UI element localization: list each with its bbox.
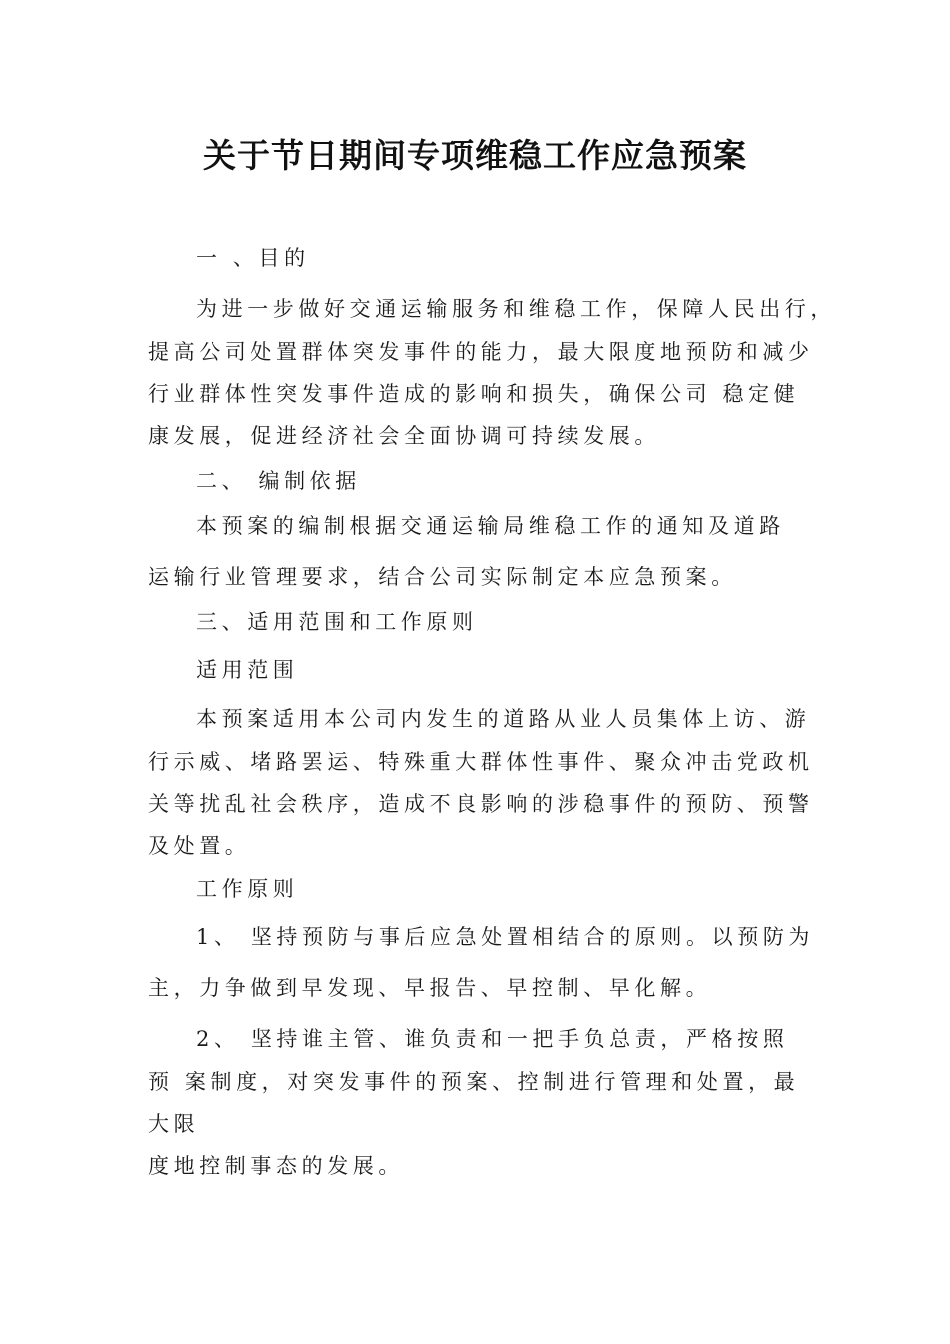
paragraph-line: 预 案制度，对突发事件的预案、控制进行管理和处置，最 bbox=[148, 1070, 800, 1094]
paragraph-line: 度地控制事态的发展。 bbox=[148, 1154, 404, 1178]
paragraph-line: 关等扰乱社会秩序，造成不良影响的涉稳事件的预防、预警 bbox=[148, 792, 814, 816]
paragraph-line: 本预案的编制根据交通运输局维稳工作的通知及道路 bbox=[196, 514, 785, 538]
paragraph-line: 行示威、堵路罢运、特殊重大群体性事件、聚众冲击党政机 bbox=[148, 750, 814, 774]
paragraph-line: 行业群体性突发事件造成的影响和损失，确保公司 稳定健 bbox=[148, 382, 800, 406]
paragraph-line: 运输行业管理要求，结合公司实际制定本应急预案。 bbox=[148, 565, 737, 589]
section-heading-scope: 三、适用范围和工作原则 bbox=[196, 610, 478, 634]
subheading-scope: 适用范围 bbox=[196, 658, 299, 682]
paragraph-line: 本预案适用本公司内发生的道路从业人员集体上访、游 bbox=[196, 707, 811, 731]
section-heading-basis: 二、 编制依据 bbox=[196, 469, 361, 493]
subheading-principles: 工作原则 bbox=[196, 877, 299, 901]
document-title: 关于节日期间专项维稳工作应急预案 bbox=[203, 136, 747, 175]
section-heading-purpose: 一 、目的 bbox=[196, 246, 310, 270]
paragraph-line: 康发展，促进经济社会全面协调可持续发展。 bbox=[148, 424, 660, 448]
paragraph-line: 1、 坚持预防与事后应急处置相结合的原则。以预防为 bbox=[196, 925, 815, 949]
paragraph-line: 大限 bbox=[148, 1112, 200, 1136]
paragraph-line: 提高公司处置群体突发事件的能力，最大限度地预防和减少 bbox=[148, 340, 814, 364]
paragraph-line: 及处置。 bbox=[148, 834, 251, 858]
paragraph-line: 主，力争做到早发现、早报告、早控制、早化解。 bbox=[148, 976, 712, 1000]
paragraph-line: 为进一步做好交通运输服务和维稳工作，保障人民出行， bbox=[196, 297, 836, 321]
paragraph-line: 2、 坚持谁主管、谁负责和一把手负总责，严格按照 bbox=[196, 1027, 789, 1051]
